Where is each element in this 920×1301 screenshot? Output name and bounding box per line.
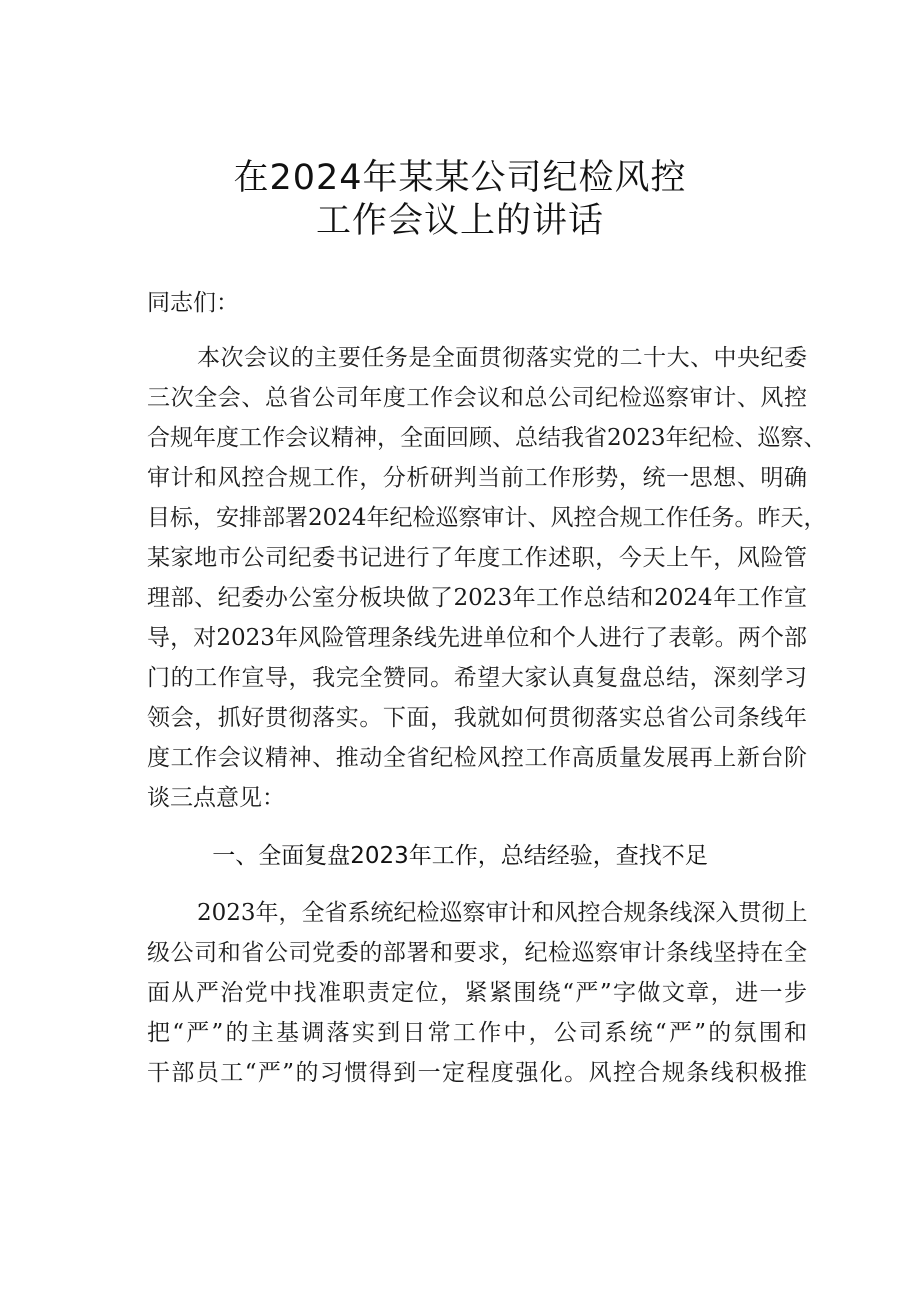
paragraph-line: 干部员工“严”的习惯得到一定程度强化。风控合规条线积极推 <box>147 1060 807 1086</box>
paragraph-line: 把“严”的主基调落实到日常工作中，公司系统“严”的氛围和 <box>147 1020 807 1046</box>
paragraph-line: 理部、纪委办公室分板块做了2023年工作总结和2024年工作宣 <box>147 585 807 611</box>
paragraph-line: 目标，安排部署2024年纪检巡察审计、风控合规工作任务。昨天， <box>147 505 827 531</box>
paragraph-line: 度工作会议精神、推动全省纪检风控工作高质量发展再上新台阶 <box>147 745 807 771</box>
paragraph-line: 合规年度工作会议精神，全面回顾、总结我省2023年纪检、巡察、 <box>147 425 827 451</box>
paragraph-line: 审计和风控合规工作，分析研判当前工作形势，统一思想、明确 <box>147 465 807 491</box>
paragraph-line: 某家地市公司纪委书记进行了年度工作述职，今天上午，风险管 <box>147 545 807 571</box>
paragraph-line: 门的工作宣导，我完全赞同。希望大家认真复盘总结，深刻学习 <box>147 665 807 691</box>
document-title-line-2: 工作会议上的讲话 <box>315 201 604 241</box>
salutation: 同志们： <box>147 290 239 316</box>
paragraph-line: 三次全会、总省公司年度工作会议和总公司纪检巡察审计、风控 <box>147 385 807 411</box>
paragraph-line: 级公司和省公司党委的部署和要求，纪检巡察审计条线坚持在全 <box>147 940 807 966</box>
paragraph-line: 面从严治党中找准职责定位，紧紧围绕“严”字做文章，进一步 <box>147 980 807 1006</box>
document-title-line-1: 在2024年某某公司纪检风控 <box>233 158 687 198</box>
paragraph-line: 2023年，全省系统纪检巡察审计和风控合规条线深入贯彻上 <box>197 900 808 926</box>
section-heading: 一、全面复盘2023年工作，总结经验，查找不足 <box>212 843 708 869</box>
paragraph-line: 谈三点意见： <box>147 785 285 811</box>
paragraph-line: 导，对2023年风险管理条线先进单位和个人进行了表彰。两个部 <box>147 625 807 651</box>
paragraph-line: 领会，抓好贯彻落实。下面，我就如何贯彻落实总省公司条线年 <box>147 705 807 731</box>
paragraph-line: 本次会议的主要任务是全面贯彻落实党的二十大、中央纪委 <box>197 345 807 371</box>
